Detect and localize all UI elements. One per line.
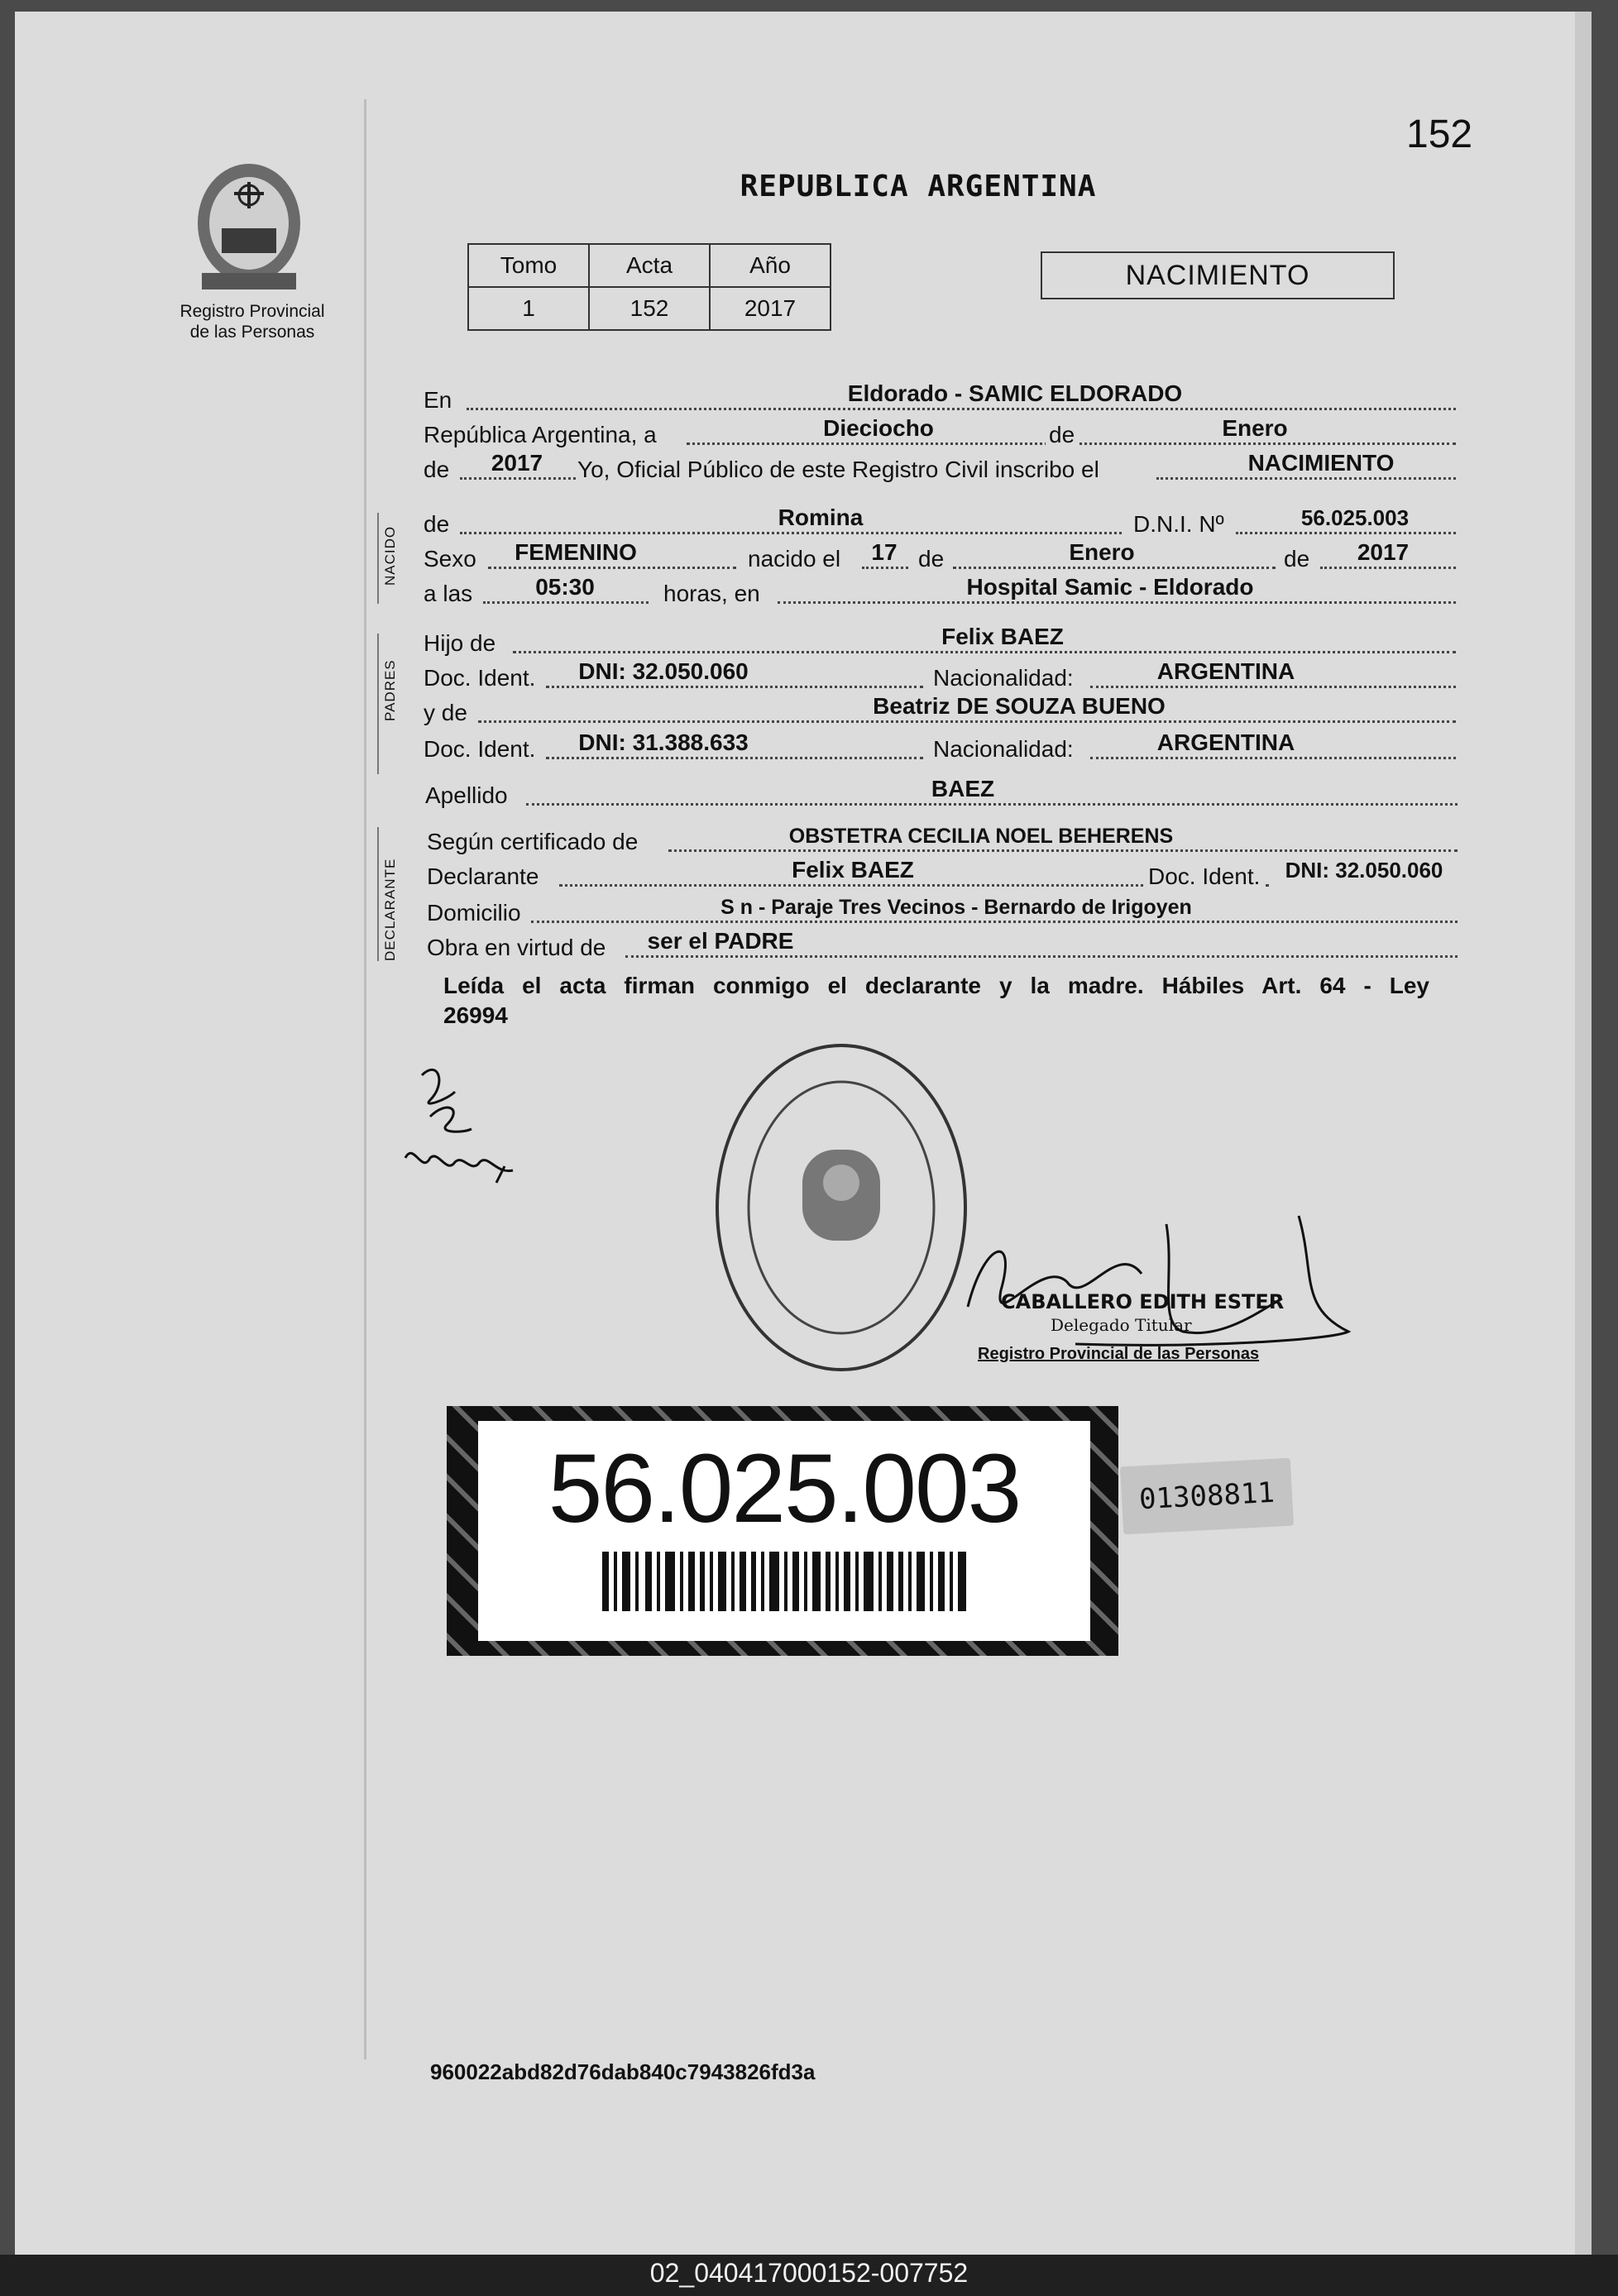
mother-row: y de Beatriz DE SOUZA BUENO <box>424 698 1456 726</box>
record-table <box>467 243 831 331</box>
legal-text: Leída el acta firman conmigo el declarante y la madre. Hábiles Art. 64 - Ley <box>443 973 1429 998</box>
year-value: 2017 <box>491 450 543 476</box>
dni-value: 56.025.003 <box>1300 505 1410 530</box>
table-value-tomo: 1 <box>468 287 589 330</box>
birth-year-value: 2017 <box>1357 539 1410 565</box>
father-value: Felix BAEZ <box>941 624 1064 649</box>
mother-signature-icon <box>397 1050 529 1199</box>
declarant-doc-value: DNI: 32.050.060 <box>1285 858 1443 883</box>
place-value: Eldorado - SAMIC ELDORADO <box>847 380 1183 406</box>
month-value: Enero <box>1222 415 1288 441</box>
certificate-row: Según certificado de OBSTETRA CECILIA NOEL BEHERENS <box>427 827 1458 855</box>
time-value: 05:30 <box>535 574 595 600</box>
page-title: REPUBLICA ARGENTINA <box>740 170 1097 203</box>
day-value: Dieciocho <box>823 415 934 441</box>
declarant-row: Declarante Felix BAEZ Doc. Ident. DNI: 32.050.060 <box>427 862 1458 890</box>
sex-row: Sexo FEMENINO nacido el 17 de Enero de 2017 <box>424 544 1456 572</box>
year-row: de 2017 Yo, Oficial Público de este Registro Civil inscribo el NACIMIENTO <box>424 455 1456 483</box>
address-value: S n - Paraje Tres Vecinos - Bernardo de Irigoyen <box>720 896 1192 919</box>
birth-month-value: Enero <box>1069 539 1135 565</box>
registry-name: Registro Provincial de las Personas <box>180 302 325 342</box>
father-doc-row: Doc. Ident. DNI: 32.050.060 Nacionalidad: ARGENTINA <box>424 663 1456 691</box>
surname-row: Apellido BAEZ <box>425 781 1458 809</box>
misiones-coat-of-arms-icon <box>189 157 309 294</box>
mother-nationality-value: ARGENTINA <box>1156 729 1295 755</box>
legal-text-law-number: 26994 <box>443 1002 508 1028</box>
name-value: Romina <box>778 505 864 530</box>
dni-barcode-label <box>447 1406 1118 1656</box>
table-header-acta: Acta <box>589 244 710 287</box>
declarant-value: Felix BAEZ <box>792 857 914 883</box>
father-row: Hijo de Felix BAEZ <box>424 629 1456 657</box>
section-padres: PADRES <box>382 659 398 721</box>
official-title: Delegado Titular <box>1051 1315 1192 1335</box>
father-nationality-value: ARGENTINA <box>1156 658 1295 684</box>
time-row: a las 05:30 horas, en Hospital Samic - Eldorado <box>424 579 1456 607</box>
surname-value: BAEZ <box>931 776 995 801</box>
official-stamp-icon <box>705 1034 978 1381</box>
document-hash: 960022abd82d76dab840c7943826fd3a <box>430 2059 816 2084</box>
act-value: NACIMIENTO <box>1247 450 1395 476</box>
reason-value: ser el PADRE <box>647 928 794 954</box>
sex-value: FEMENINO <box>515 539 637 565</box>
margin-line <box>364 99 366 2059</box>
birth-day-value: 17 <box>871 539 898 565</box>
birthplace-value: Hospital Samic - Eldorado <box>966 574 1254 600</box>
barcode-number: 56.025.003 <box>548 1434 1021 1543</box>
address-row: Domicilio S n - Paraje Tres Vecinos - Bernardo de Irigoyen <box>427 898 1458 926</box>
record-type-box: NACIMIENTO <box>1041 251 1395 299</box>
table-value-anio: 2017 <box>710 287 831 330</box>
date-row: República Argentina, a Dieciocho de Enero <box>424 420 1456 448</box>
table-value-acta: 152 <box>589 287 710 330</box>
footer-file-code: 02_040417000152-007752 <box>649 2258 969 2288</box>
table-header-tomo: Tomo <box>468 244 589 287</box>
official-name: CABALLERO EDITH ESTER <box>1001 1290 1285 1313</box>
certificate-value: OBSTETRA CECILIA NOEL BEHERENS <box>788 825 1174 848</box>
mother-doc-value: DNI: 31.388.633 <box>578 729 749 755</box>
table-header-anio: Año <box>710 244 831 287</box>
page-number: 152 <box>1406 112 1473 156</box>
reason-row: Obra en virtud de ser el PADRE <box>427 933 1458 961</box>
name-row: de Romina D.N.I. Nº 56.025.003 <box>424 509 1456 538</box>
section-nacido: NACIDO <box>382 525 398 586</box>
barcode-icon <box>602 1552 966 1611</box>
page-edge <box>1575 12 1592 2255</box>
father-doc-value: DNI: 32.050.060 <box>578 658 749 684</box>
place-row: En Eldorado - SAMIC ELDORADO <box>424 385 1456 414</box>
section-declarante: DECLARANTE <box>382 858 398 961</box>
serial-sticker: 01308811 <box>1120 1458 1294 1535</box>
mother-doc-row: Doc. Ident. DNI: 31.388.633 Nacionalidad: ARGENTINA <box>424 734 1456 763</box>
mother-value: Beatriz DE SOUZA BUENO <box>873 693 1166 719</box>
official-office: Registro Provincial de las Personas <box>978 1345 1260 1363</box>
